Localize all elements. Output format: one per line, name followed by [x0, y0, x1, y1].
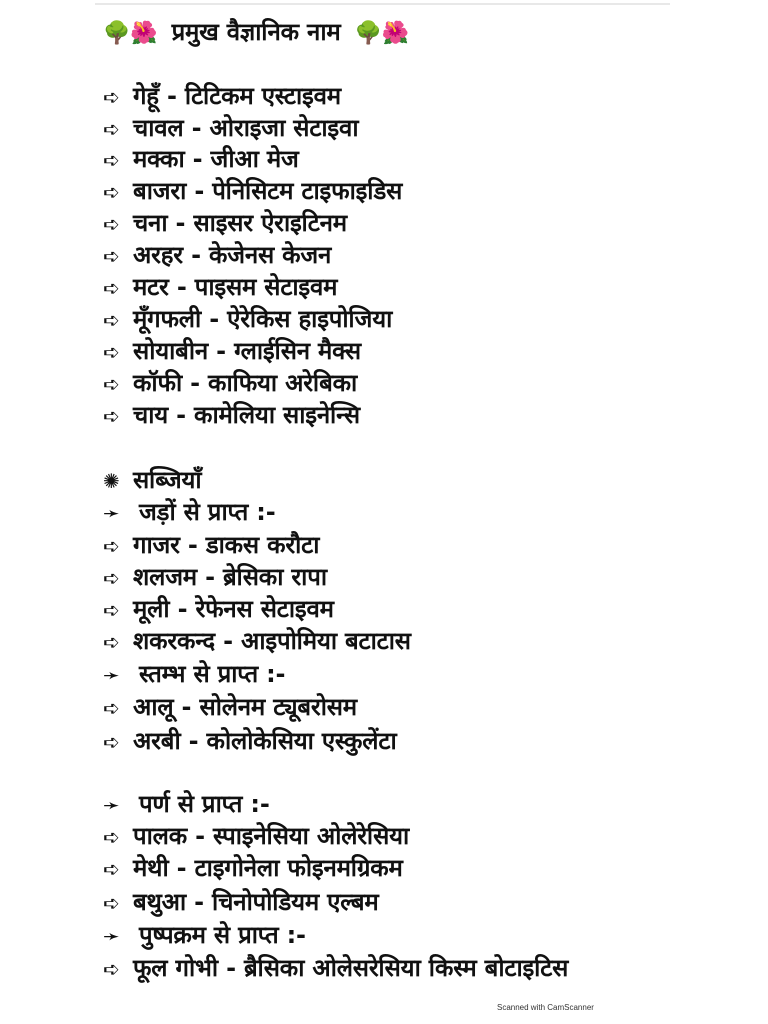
item-text: गेहूँ - टिटिकम एस्टाइवम	[133, 82, 341, 110]
subgroup-label	[103, 497, 275, 528]
hollow-arrow-icon: ➪	[103, 180, 120, 204]
vegetable-item	[103, 530, 319, 561]
item-text: बथुआ - चिनोपोडियम एल्बम	[133, 888, 379, 916]
item-text: आलू - सोलेनम ट्यूबरोसम	[133, 693, 357, 721]
item-text: मूँगफली - ऐरेकिस हाइपोजिया	[133, 305, 393, 333]
item-text: फूल गोभी - ब्रैसिका ओलेसरेसिया किस्म बोटाइटिस	[133, 954, 569, 982]
item-text: चाय - कामेलिया साइनेन्सि	[133, 401, 360, 429]
vegetable-item	[103, 887, 379, 918]
vegetable-item	[103, 562, 327, 593]
hollow-arrow-icon: ➪	[103, 730, 120, 754]
sun-bullet-icon: ✺	[103, 469, 120, 493]
subgroup-text: पर्ण से प्राप्त :-	[139, 790, 270, 818]
crop-item	[103, 208, 347, 239]
hollow-arrow-icon: ➪	[103, 825, 120, 849]
subgroup-label	[103, 659, 285, 690]
crop-item	[103, 272, 337, 303]
crop-item	[103, 81, 341, 112]
crop-item	[103, 400, 360, 431]
section-heading-text: सब्जियाँ	[133, 466, 202, 494]
hollow-arrow-icon: ➪	[103, 891, 120, 915]
item-text: बाजरा - पेनिसिटम टाइफाइडिस	[133, 177, 403, 205]
vegetable-item	[103, 594, 334, 625]
hollow-arrow-icon: ➪	[103, 957, 120, 981]
item-text: शकरकन्द - आइपोमिया बटाटास	[133, 627, 411, 655]
hollow-arrow-icon: ➪	[103, 212, 120, 236]
flower-icon: 🌺	[381, 21, 410, 46]
hollow-arrow-icon: ➪	[103, 696, 120, 720]
flower-icon: 🌺	[130, 21, 158, 46]
crop-item	[103, 240, 331, 271]
section-heading	[103, 465, 201, 496]
hollow-arrow-icon: ➪	[103, 148, 120, 172]
item-text: सोयाबीन - ग्लाईसिन मैक्स	[133, 337, 361, 365]
arrow-icon: ➛	[103, 793, 120, 817]
crop-item	[103, 176, 402, 207]
crop-item	[103, 144, 299, 175]
scanner-footer: Scanned with CamScanner	[497, 1003, 594, 1012]
item-text: मक्का - जीआ मेज	[133, 145, 299, 173]
subgroup-label	[103, 789, 270, 820]
hollow-arrow-icon: ➪	[103, 598, 120, 622]
item-text: अरहर - केजेनस केजन	[133, 241, 332, 269]
item-text: गाजर - डाकस करौटा	[133, 531, 320, 559]
vegetable-item	[103, 692, 357, 723]
vegetable-item	[103, 953, 568, 984]
tree-icon: 🌳	[354, 21, 382, 46]
page-title-row	[103, 17, 409, 49]
item-text: शलजम - ब्रेसिका रापा	[133, 563, 327, 591]
crop-item	[103, 336, 361, 367]
hollow-arrow-icon: ➪	[103, 630, 120, 654]
hollow-arrow-icon: ➪	[103, 85, 120, 109]
arrow-icon: ➛	[103, 501, 120, 525]
subgroup-text: स्तम्भ से प्राप्त :-	[139, 660, 286, 688]
top-rule	[95, 3, 670, 5]
arrow-icon: ➛	[103, 924, 120, 948]
hollow-arrow-icon: ➪	[103, 340, 120, 364]
vegetable-item	[103, 853, 403, 884]
crop-item	[103, 113, 358, 144]
vegetable-item	[103, 726, 396, 757]
vegetable-item	[103, 626, 411, 657]
hollow-arrow-icon: ➪	[103, 244, 120, 268]
crop-item	[103, 368, 357, 399]
hollow-arrow-icon: ➪	[103, 117, 120, 141]
hollow-arrow-icon: ➪	[103, 308, 120, 332]
item-text: चना - साइसर ऐराइटिनम	[133, 209, 347, 237]
item-text: मूली - रेफेनस सेटाइवम	[133, 595, 334, 623]
hollow-arrow-icon: ➪	[103, 404, 120, 428]
item-text: पालक - स्पाइनेसिया ओलेरेसिया	[133, 822, 410, 850]
item-text: अरबी - कोलोकेसिया एस्कुलेंटा	[133, 727, 397, 755]
item-text: चावल - ओराइजा सेटाइवा	[133, 114, 359, 142]
hollow-arrow-icon: ➪	[103, 566, 120, 590]
hollow-arrow-icon: ➪	[103, 372, 120, 396]
hollow-arrow-icon: ➪	[103, 857, 120, 881]
item-text: कॉफी - काफिया अरेबिका	[133, 369, 358, 397]
tree-icon: 🌳	[103, 21, 131, 46]
page-title: प्रमुख वैज्ञानिक नाम	[171, 18, 341, 46]
item-text: मटर - पाइसम सेटाइवम	[133, 273, 338, 301]
subgroup-text: पुष्पक्रम से प्राप्त :-	[139, 921, 306, 949]
arrow-icon: ➛	[103, 663, 120, 687]
subgroup-text: जड़ों से प्राप्त :-	[139, 498, 276, 526]
subgroup-label	[103, 920, 306, 951]
hollow-arrow-icon: ➪	[103, 534, 120, 558]
vegetable-item	[103, 821, 409, 852]
crop-item	[103, 304, 392, 335]
hollow-arrow-icon: ➪	[103, 276, 120, 300]
item-text: मेथी - टाइगोनेला फोइनमग्रिकम	[133, 854, 403, 882]
